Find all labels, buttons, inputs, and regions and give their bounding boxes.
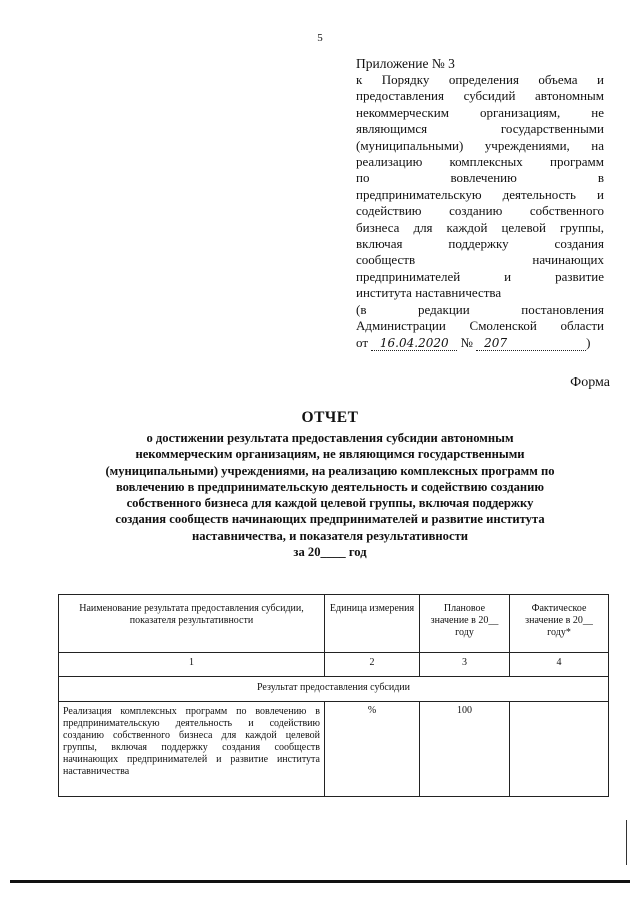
column-number: 4	[510, 653, 609, 677]
appendix-line: (муниципальными) учреждениями, на	[356, 137, 604, 153]
report-subtitle-line: создания сообществ начинающих предпринимателей и развитие института	[115, 512, 545, 527]
report-subtitle-line: о достижении результата предоставления субсидии автономным	[146, 431, 514, 445]
appendix-line: реализацию комплексных программ	[356, 154, 604, 170]
result-name-cell: Реализация комплексных программ по вовлечению в предпринимательскую деятельность и содействию созданию собственного бизнеса для каждой целевой группы, включая поддержку создания сообществ начинающих предпринимателей и развитие института наставничества	[59, 702, 325, 797]
report-subtitle-line: (муниципальными) учреждениями, на реализацию комплексных программ по	[105, 463, 555, 478]
appendix-line: к Порядку определения объема и	[356, 72, 604, 87]
appendix-block	[356, 55, 604, 351]
actual-value-cell	[510, 702, 609, 797]
header-actual: Фактическое значение в 20__ году*	[510, 595, 609, 653]
report-subtitle	[40, 430, 620, 560]
section-title: Результат предоставления субсидии	[59, 677, 609, 702]
column-number: 2	[325, 653, 420, 677]
unit-cell: %	[325, 702, 420, 797]
column-number-row	[59, 653, 609, 677]
resolution-number-field: 207	[476, 336, 586, 351]
report-subtitle-line: собственного бизнеса для каждой целевой группы, включая поддержку	[126, 496, 534, 511]
header-planned: Плановое значение в 20__ году	[420, 595, 510, 653]
report-table	[58, 594, 609, 797]
date-prefix: от	[356, 334, 369, 350]
form-label: Форма	[570, 375, 610, 390]
appendix-title: Приложение № 3	[356, 56, 455, 71]
page-number: 5	[317, 32, 323, 44]
header-name: Наименование результата предоставления субсидии, показателя результативности	[59, 595, 325, 653]
table-row	[59, 702, 609, 797]
appendix-line: (в редакции постановления	[356, 301, 604, 317]
planned-value-cell: 100	[420, 702, 510, 797]
appendix-line: Администрации Смоленской области	[356, 318, 604, 334]
section-row	[59, 677, 609, 702]
appendix-line: предпринимателей и развитие	[356, 268, 604, 284]
appendix-line: института наставничества	[356, 285, 502, 301]
column-number: 3	[420, 653, 510, 677]
resolution-date-line	[356, 335, 604, 351]
appendix-line: являющимся государственными	[356, 121, 604, 137]
number-sign: №	[460, 334, 473, 350]
appendix-line: по вовлечению в	[356, 170, 604, 186]
report-subtitle-line: наставничества, и показателя результативности	[191, 528, 469, 543]
report-subtitle-line: некоммерческим организациям, не являющимся государственными	[135, 447, 525, 462]
appendix-line: предпринимательскую деятельность и	[356, 186, 604, 202]
column-number: 1	[59, 653, 325, 677]
appendix-line: бизнеса для каждой целевой группы,	[356, 219, 604, 235]
appendix-line: содействию созданию собственного	[356, 203, 604, 219]
appendix-line: сообществ начинающих	[356, 252, 604, 268]
appendix-line: включая поддержку создания	[356, 236, 604, 252]
header-unit: Единица измерения	[325, 595, 420, 653]
table-header-row	[59, 595, 609, 653]
report-subtitle-line: вовлечению в предпринимательскую деятельность и содействию созданию	[115, 479, 545, 494]
close-paren: )	[586, 334, 591, 350]
report-title: ОТЧЕТ	[301, 409, 359, 426]
appendix-line: некоммерческим организациям, не	[356, 104, 604, 120]
resolution-date-field: 16.04.2020	[371, 336, 457, 351]
scan-edge-mark	[626, 820, 627, 865]
report-year-line: за 20____ год	[293, 545, 367, 560]
appendix-line: предоставления субсидий автономным	[356, 88, 604, 104]
bottom-rule	[10, 880, 630, 883]
